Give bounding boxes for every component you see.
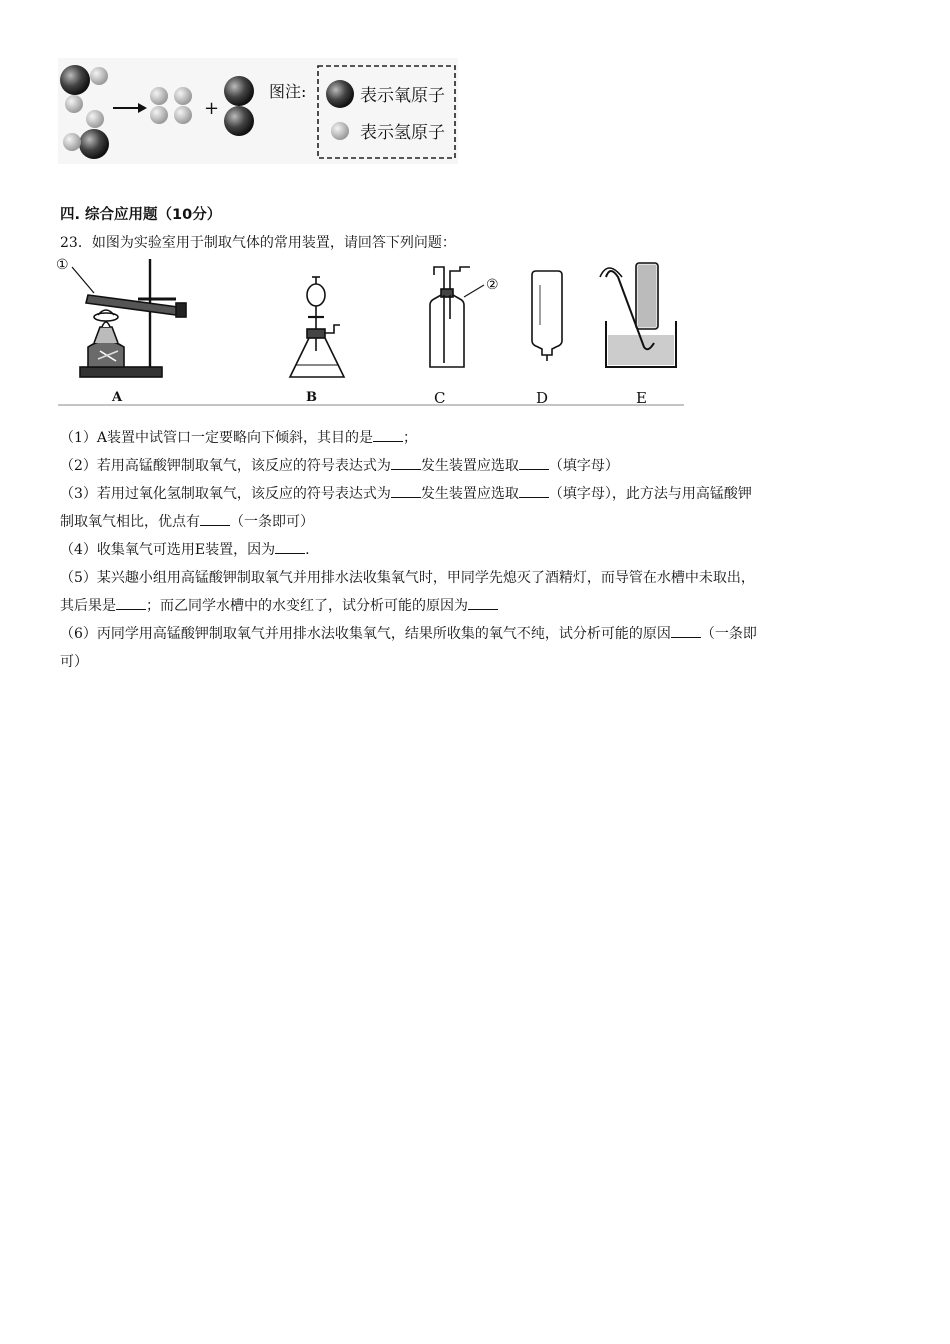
apparatus-label-c: C — [434, 389, 446, 407]
figure-background — [58, 58, 458, 164]
legend-hydrogen-label: 表示氢原子 — [360, 123, 445, 143]
answer-blank[interactable] — [116, 608, 146, 610]
question-part-5-line-2: 其后果是 ；而乙同学水槽中的水变红了，试分析可能的原因为 — [60, 595, 498, 615]
legend-title: 图注: — [269, 82, 307, 101]
apparatus-label-d: D — [536, 389, 549, 407]
apparatus-diagram — [58, 255, 684, 407]
answer-blank[interactable] — [519, 496, 549, 498]
apparatus-e-water-trough-icon — [600, 263, 676, 367]
answer-blank[interactable] — [391, 496, 421, 498]
answer-blank[interactable] — [275, 552, 305, 554]
question-part-5-line-1: （5）某兴趣小组用高锰酸钾制取氧气并用排水法收集氧气时，甲同学先熄灭了酒精灯，而导管在水槽中未取出， — [60, 570, 755, 586]
section-heading: 四. 综合应用题（10分） — [60, 207, 222, 223]
hydrogen-atom-icon — [331, 122, 349, 140]
apparatus-d-inverted-bottle-icon — [532, 271, 562, 361]
answer-blank[interactable] — [391, 468, 421, 470]
part-label-1: ① — [56, 257, 69, 273]
question-part-3-line-1: （3）若用过氧化氢制取氧气，该反应的符号表达式为 发生装置应选取 （填字母），此方法与用高锰酸钾 — [60, 486, 752, 502]
answer-blank[interactable] — [200, 524, 230, 526]
question-part-2: （2）若用高锰酸钾制取氧气，该反应的符号表达式为 发生装置应选取 （填字母） — [60, 458, 619, 474]
answer-blank[interactable] — [373, 440, 403, 442]
answer-blank[interactable] — [468, 608, 498, 610]
apparatus-label-a: A — [112, 390, 123, 405]
question-part-3-line-2: 制取氧气相比，优点有 （一条即可） — [60, 514, 314, 530]
apparatus-label-e: E — [636, 389, 647, 407]
plus-sign: + — [204, 98, 220, 119]
part-label-2: ② — [486, 277, 499, 293]
apparatus-label-b: B — [306, 390, 317, 405]
legend-oxygen-label: 表示氧原子 — [360, 86, 445, 106]
question-part-4: （4）收集氧气可选用E装置，因为 . — [60, 542, 310, 558]
apparatus-a-heating-setup-icon — [80, 259, 186, 377]
question-part-1: （1）A装置中试管口一定要略向下倾斜，其目的是 ； — [60, 430, 418, 446]
reaction-diagram — [58, 58, 458, 164]
answer-blank[interactable] — [671, 636, 701, 638]
question-part-6-line-1: （6）丙同学用高锰酸钾制取氧气并用排水法收集氧气，结果所收集的氧气不纯，试分析可能的原因 （一条即 — [60, 626, 757, 642]
answer-blank[interactable] — [519, 468, 549, 470]
question-part-6-line-2: 可） — [60, 654, 88, 670]
apparatus-c-bottle-icon — [430, 267, 484, 367]
oxygen-atom-icon — [326, 80, 354, 108]
apparatus-b-flask-funnel-icon — [290, 277, 344, 377]
question-stem: 23．如图为实验室用于制取气体的常用装置，请回答下列问题： — [60, 235, 456, 251]
